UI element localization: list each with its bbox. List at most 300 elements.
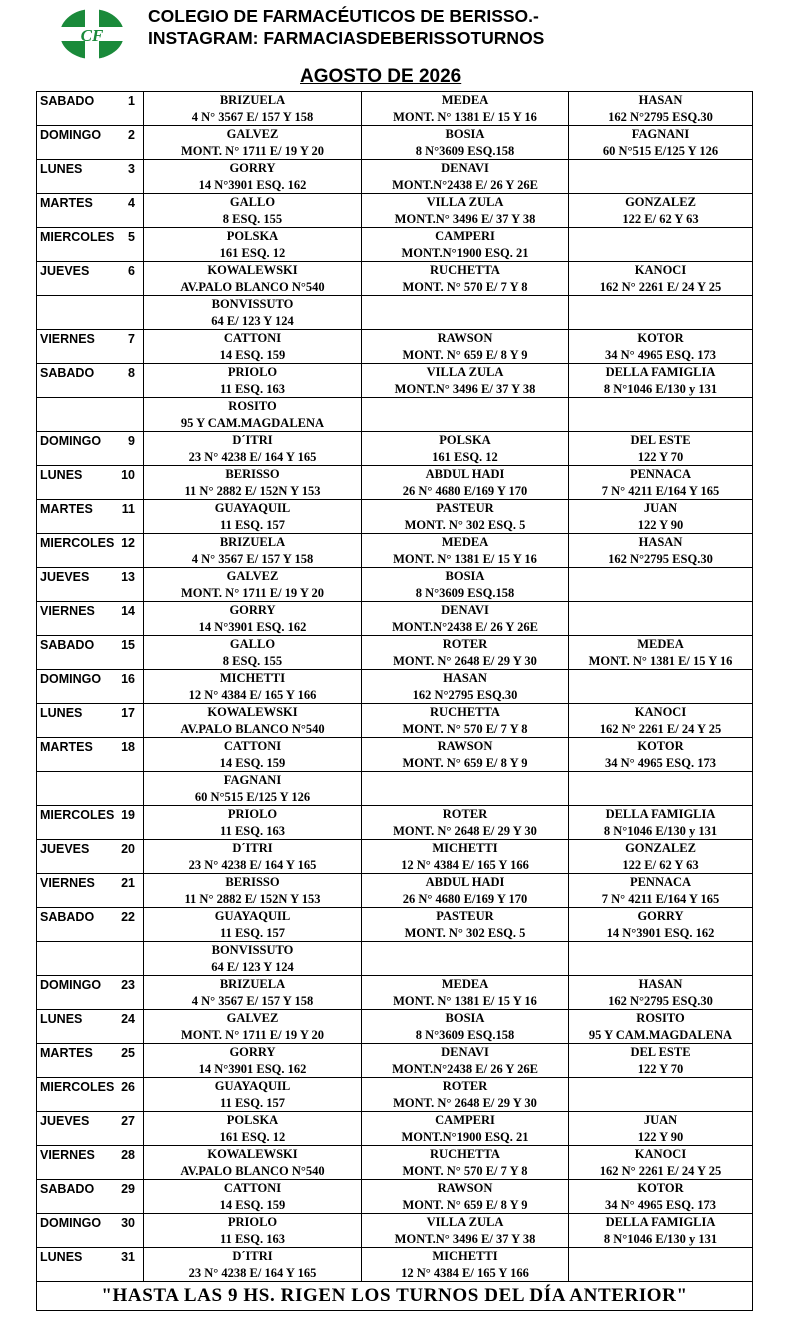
shift-row (37, 296, 753, 330)
pharmacy-name: KANOCI (634, 705, 687, 719)
pharmacy-address: 122 E/ 62 Y 63 (622, 212, 699, 226)
day-number: 10 (121, 468, 135, 482)
day-name: JUEVES (40, 842, 90, 856)
pharmacy-name: POLSKA (226, 229, 279, 243)
shift-row (37, 228, 753, 262)
pharmacy-cell (144, 738, 362, 772)
pharmacy-address: 11 N° 2882 E/ 152N Y 153 (184, 892, 321, 906)
shift-row (37, 1248, 753, 1282)
day-number: 21 (121, 876, 135, 890)
pharmacy-cell (362, 568, 569, 602)
pharmacy-address: 122 Y 90 (637, 518, 684, 532)
pharmacy-cell (144, 670, 362, 704)
pharmacy-name: KOWALEWSKI (207, 1147, 298, 1161)
pharmacy-cell (144, 262, 362, 296)
pharmacy-name: PENNACA (629, 467, 692, 481)
shift-row (37, 432, 753, 466)
pharmacy-name: HASAN (638, 93, 683, 107)
shift-row (37, 942, 753, 976)
pharmacy-address: 95 Y CAM.MAGDALENA (180, 416, 325, 430)
pharmacy-address: 161 ESQ. 12 (219, 1130, 286, 1144)
pharmacy-address: 8 ESQ. 155 (222, 212, 283, 226)
day-name: LUNES (40, 468, 83, 482)
svg-text:CF: CF (80, 26, 104, 45)
pharmacy-address: 122 Y 70 (637, 1062, 684, 1076)
pharmacy-cell (144, 1010, 362, 1044)
pharmacy-address: 26 N° 4680 E/169 Y 170 (402, 484, 528, 498)
pharmacy-cell (362, 772, 569, 806)
pharmacy-cell (362, 92, 569, 126)
pharmacy-cell (144, 568, 362, 602)
pharmacy-name: PRIOLO (227, 1215, 278, 1229)
pharmacy-cell (362, 500, 569, 534)
day-number: 12 (121, 536, 135, 550)
pharmacy-cell (362, 466, 569, 500)
pharmacy-name: DELLA FAMIGLIA (605, 807, 716, 821)
day-name: SABADO (40, 94, 95, 108)
day-cell (37, 976, 144, 1010)
pharmacy-cell (569, 228, 753, 262)
day-cell (37, 500, 144, 534)
college-logo (58, 7, 126, 61)
pharmacy-cell (144, 1248, 362, 1282)
pharmacy-address: 14 N°3901 ESQ. 162 (198, 1062, 307, 1076)
pharmacy-address: 4 N° 3567 E/ 157 Y 158 (191, 994, 314, 1008)
pharmacy-name: GALVEZ (226, 569, 279, 583)
pharmacy-cell (362, 296, 569, 330)
day-name: JUEVES (40, 1114, 90, 1128)
day-cell (37, 432, 144, 466)
day-name: VIERNES (40, 1148, 95, 1162)
pharmacy-cell (569, 568, 753, 602)
pharmacy-cell (144, 976, 362, 1010)
pharmacy-name: HASAN (443, 671, 487, 685)
shift-row (37, 92, 753, 126)
shift-row (37, 704, 753, 738)
pharmacy-cell (362, 1180, 569, 1214)
footer-note: "HASTA LAS 9 HS. RIGEN LOS TURNOS DEL DÍA ANTERIOR" (37, 1282, 753, 1311)
pharmacy-name: VILLA ZULA (426, 195, 504, 209)
pharmacy-cell (144, 1044, 362, 1078)
pharmacy-address: 122 E/ 62 Y 63 (622, 858, 699, 872)
day-name: MIERCOLES (40, 230, 115, 244)
day-name: DOMINGO (40, 978, 102, 992)
pharmacy-name: BONVISSUTO (211, 297, 294, 311)
pharmacy-cell (569, 976, 753, 1010)
day-number: 29 (121, 1182, 135, 1196)
shift-row (37, 1112, 753, 1146)
pharmacy-address: 7 N° 4211 E/164 Y 165 (601, 892, 720, 906)
pharmacy-address: 8 N°1046 E/130 y 131 (603, 382, 718, 396)
day-name: MARTES (40, 740, 93, 754)
pharmacy-name: MEDEA (441, 535, 489, 549)
pharmacy-name: ROSITO (636, 1011, 685, 1025)
pharmacy-cell (569, 1078, 753, 1112)
pharmacy-name: RUCHETTA (430, 1147, 500, 1161)
day-number: 5 (128, 230, 135, 244)
day-name: MARTES (40, 502, 93, 516)
pharmacy-address: MONT. N° 659 E/ 8 Y 9 (402, 756, 528, 770)
pharmacy-address: MONT.N°2438 E/ 26 Y 26E (392, 1062, 538, 1076)
pharmacy-address: 11 ESQ. 163 (220, 1232, 285, 1246)
pharmacy-address: 23 N° 4238 E/ 164 Y 165 (188, 1266, 317, 1280)
pharmacy-name: DELLA FAMIGLIA (605, 365, 716, 379)
pharmacy-name: GUAYAQUIL (214, 1079, 291, 1093)
pharmacy-address: 14 N°3901 ESQ. 162 (606, 926, 715, 940)
day-cell (37, 364, 144, 398)
day-cell (37, 92, 144, 126)
day-number: 2 (128, 128, 135, 142)
day-cell (37, 1078, 144, 1112)
pharmacy-cell (362, 1078, 569, 1112)
pharmacy-name: KOTOR (637, 739, 684, 753)
pharmacy-address: 162 N°2795 ESQ.30 (608, 110, 713, 124)
footer-row (37, 1282, 753, 1311)
pharmacy-name: POLSKA (226, 1113, 279, 1127)
pharmacy-name: RAWSON (437, 331, 493, 345)
pharmacy-address: 12 N° 4384 E/ 165 Y 166 (401, 858, 529, 872)
day-name: DOMINGO (40, 1216, 102, 1230)
day-number: 28 (121, 1148, 135, 1162)
pharmacy-name: DEL ESTE (630, 1045, 691, 1059)
pharmacy-cell (362, 670, 569, 704)
pharmacy-name: BOSIA (445, 569, 485, 583)
day-name: MIERCOLES (40, 808, 115, 822)
day-cell (37, 636, 144, 670)
pharmacy-name: ROSITO (228, 399, 277, 413)
day-cell (37, 398, 144, 432)
pharmacy-cell (362, 738, 569, 772)
pharmacy-cell (144, 942, 362, 976)
pharmacy-cell (362, 126, 569, 160)
pharmacy-shifts-table (36, 91, 753, 1311)
shift-row (37, 1180, 753, 1214)
day-cell (37, 704, 144, 738)
pharmacy-name: GALVEZ (226, 1011, 279, 1025)
day-cell (37, 1112, 144, 1146)
pharmacy-cell (569, 1248, 753, 1282)
pharmacy-name: D´ITRI (232, 433, 273, 447)
pharmacy-address: 60 N°515 E/125 Y 126 (194, 790, 311, 804)
pharmacy-cell (144, 398, 362, 432)
pharmacy-name: PRIOLO (227, 807, 278, 821)
pharmacy-cell (569, 840, 753, 874)
day-cell (37, 806, 144, 840)
pharmacy-cell (144, 806, 362, 840)
day-number: 6 (128, 264, 135, 278)
day-name: SABADO (40, 366, 95, 380)
pharmacy-cell (144, 160, 362, 194)
pharmacy-cell (362, 398, 569, 432)
pharmacy-address: MONT.N° 3496 E/ 37 Y 38 (394, 382, 536, 396)
pharmacy-address: 8 N°3609 ESQ.158 (415, 586, 515, 600)
pharmacy-address: 14 ESQ. 159 (219, 1198, 286, 1212)
pharmacy-address: 11 ESQ. 163 (220, 824, 285, 838)
day-name: VIERNES (40, 876, 95, 890)
pharmacy-address: 64 E/ 123 Y 124 (211, 960, 294, 974)
shift-row (37, 874, 753, 908)
pharmacy-cell (144, 432, 362, 466)
pharmacy-address: 11 ESQ. 157 (220, 518, 285, 532)
pharmacy-cell (144, 602, 362, 636)
day-number: 3 (128, 162, 135, 176)
pharmacy-name: GORRY (229, 603, 276, 617)
pharmacy-address: 12 N° 4384 E/ 165 Y 166 (188, 688, 317, 702)
day-name: MIERCOLES (40, 1080, 115, 1094)
pharmacy-address: MONT.N° 3496 E/ 37 Y 38 (394, 1232, 536, 1246)
pharmacy-address: MONT. N° 1711 E/ 19 Y 20 (180, 586, 325, 600)
day-cell (37, 160, 144, 194)
pharmacy-cell (569, 500, 753, 534)
pharmacy-cell (144, 772, 362, 806)
day-name: LUNES (40, 706, 83, 720)
pharmacy-cell (569, 296, 753, 330)
shift-row (37, 194, 753, 228)
day-number: 24 (121, 1012, 135, 1026)
day-name: VIERNES (40, 604, 95, 618)
pharmacy-address: MONT. N° 2648 E/ 29 Y 30 (393, 824, 537, 838)
pharmacy-name: POLSKA (439, 433, 491, 447)
pharmacy-address: AV.PALO BLANCO N°540 (180, 722, 325, 736)
pharmacy-address: 34 N° 4965 ESQ. 173 (605, 756, 716, 770)
pharmacy-address: MONT. N° 570 E/ 7 Y 8 (402, 280, 528, 294)
shift-row (37, 1146, 753, 1180)
day-number: 20 (121, 842, 135, 856)
pharmacy-name: JUAN (643, 1113, 678, 1127)
pharmacy-address: 4 N° 3567 E/ 157 Y 158 (191, 552, 314, 566)
pharmacy-address: 8 N°1046 E/130 y 131 (603, 824, 718, 838)
pharmacy-cell (362, 330, 569, 364)
shift-row (37, 636, 753, 670)
day-number: 7 (128, 332, 135, 346)
pharmacy-name: BRIZUELA (219, 93, 286, 107)
pharmacy-cell (144, 908, 362, 942)
day-name: MARTES (40, 1046, 93, 1060)
pharmacy-address: MONT. N° 1381 E/ 15 Y 16 (393, 994, 537, 1008)
pharmacy-name: D´ITRI (232, 1249, 273, 1263)
pharmacy-address: 161 ESQ. 12 (432, 450, 498, 464)
pharmacy-name: GUAYAQUIL (214, 909, 291, 923)
pharmacy-address: 14 ESQ. 159 (219, 756, 286, 770)
day-number: 14 (121, 604, 135, 618)
pharmacy-cell (569, 534, 753, 568)
day-name: LUNES (40, 1012, 83, 1026)
pharmacy-name: GORRY (229, 1045, 276, 1059)
pharmacy-cell (569, 1214, 753, 1248)
day-number: 19 (121, 808, 135, 822)
pharmacy-address: 60 N°515 E/125 Y 126 (602, 144, 719, 158)
pharmacy-address: 162 N° 2261 E/ 24 Y 25 (599, 722, 722, 736)
pharmacy-cell (144, 330, 362, 364)
shift-row (37, 500, 753, 534)
pharmacy-name: PENNACA (629, 875, 692, 889)
pharmacy-cell (362, 364, 569, 398)
day-cell (37, 194, 144, 228)
pharmacy-name: KANOCI (634, 263, 687, 277)
pharmacy-cell (362, 1112, 569, 1146)
pharmacy-cell (362, 636, 569, 670)
day-number: 17 (121, 706, 135, 720)
pharmacy-cell (144, 1214, 362, 1248)
day-name: JUEVES (40, 570, 90, 584)
pharmacy-name: BOSIA (445, 1011, 485, 1025)
shift-row (37, 1078, 753, 1112)
pharmacy-cell (362, 704, 569, 738)
pharmacy-name: RAWSON (437, 739, 493, 753)
day-name: DOMINGO (40, 128, 102, 142)
pharmacy-address: 8 ESQ. 155 (222, 654, 283, 668)
pharmacy-name: DENAVI (441, 1045, 489, 1059)
pharmacy-address: MONT. N° 1381 E/ 15 Y 16 (393, 110, 537, 124)
pharmacy-cell (569, 738, 753, 772)
pharmacy-name: DEL ESTE (630, 433, 691, 447)
day-cell (37, 670, 144, 704)
day-name: SABADO (40, 1182, 95, 1196)
pharmacy-address: 11 ESQ. 157 (220, 926, 285, 940)
day-number: 22 (121, 910, 135, 924)
pharmacy-cell (362, 534, 569, 568)
pharmacy-cell (362, 262, 569, 296)
pharmacy-address: MONT.N°2438 E/ 26 Y 26E (392, 620, 538, 634)
pharmacy-name: MICHETTI (219, 671, 286, 685)
pharmacy-cell (362, 160, 569, 194)
pharmacy-cell (569, 1180, 753, 1214)
pharmacy-cell (569, 364, 753, 398)
day-cell (37, 1044, 144, 1078)
pharmacy-address: 12 N° 4384 E/ 165 Y 166 (401, 1266, 529, 1280)
pharmacy-name: DELLA FAMIGLIA (605, 1215, 716, 1229)
pharmacy-name: RAWSON (437, 1181, 493, 1195)
pharmacy-name: CATTONI (223, 331, 282, 345)
pharmacy-cell (569, 194, 753, 228)
shift-row (37, 908, 753, 942)
pharmacy-name: PASTEUR (436, 909, 494, 923)
day-number: 23 (121, 978, 135, 992)
day-name: VIERNES (40, 332, 95, 346)
day-cell (37, 772, 144, 806)
day-name: SABADO (40, 638, 95, 652)
day-cell (37, 942, 144, 976)
pharmacy-cell (569, 432, 753, 466)
pharmacy-name: HASAN (638, 535, 683, 549)
pharmacy-cell (569, 942, 753, 976)
pharmacy-cell (569, 908, 753, 942)
pharmacy-address: 11 ESQ. 157 (220, 1096, 285, 1110)
pharmacy-cell (569, 1044, 753, 1078)
pharmacy-name: HASAN (638, 977, 683, 991)
pharmacy-name: BERISSO (225, 875, 280, 889)
pharmacy-address: MONT.N°1900 ESQ. 21 (401, 246, 529, 260)
pharmacy-cell (362, 602, 569, 636)
pharmacy-cell (144, 704, 362, 738)
pharmacy-name: MEDEA (441, 977, 489, 991)
pharmacy-address: MONT.N°1900 ESQ. 21 (401, 1130, 529, 1144)
pharmacy-address: MONT. N° 302 ESQ. 5 (404, 926, 526, 940)
pharmacy-cell (362, 1214, 569, 1248)
pharmacy-name: MICHETTI (432, 841, 498, 855)
pharmacy-cell (569, 704, 753, 738)
day-cell (37, 1248, 144, 1282)
pharmacy-name: GUAYAQUIL (214, 501, 291, 515)
pharmacy-name: DENAVI (441, 603, 489, 617)
pharmacy-cell (569, 160, 753, 194)
pharmacy-name: MEDEA (441, 93, 489, 107)
pharmacy-address: 4 N° 3567 E/ 157 Y 158 (191, 110, 314, 124)
pharmacy-cell (362, 874, 569, 908)
pharmacy-address: 23 N° 4238 E/ 164 Y 165 (188, 858, 317, 872)
pharmacy-cell (362, 228, 569, 262)
pharmacy-address: AV.PALO BLANCO N°540 (180, 1164, 325, 1178)
shift-row (37, 806, 753, 840)
pharmacy-name: GALVEZ (226, 127, 279, 141)
pharmacy-cell (144, 466, 362, 500)
pharmacy-name: RUCHETTA (430, 263, 500, 277)
day-cell (37, 840, 144, 874)
pharmacy-address: 11 N° 2882 E/ 152N Y 153 (184, 484, 321, 498)
pharmacy-name: CATTONI (223, 739, 282, 753)
pharmacy-cell (362, 840, 569, 874)
pharmacy-cell (569, 1010, 753, 1044)
pharmacy-cell (362, 1248, 569, 1282)
pharmacy-cell (144, 1078, 362, 1112)
day-cell (37, 908, 144, 942)
pharmacy-cell (144, 364, 362, 398)
pharmacy-address: MONT. N° 659 E/ 8 Y 9 (402, 348, 528, 362)
day-cell (37, 228, 144, 262)
pharmacy-cell (144, 296, 362, 330)
pharmacy-name: FAGNANI (631, 127, 690, 141)
shift-row (37, 160, 753, 194)
day-cell (37, 296, 144, 330)
pharmacy-cell (569, 874, 753, 908)
pharmacy-address: MONT. N° 1711 E/ 19 Y 20 (180, 144, 325, 158)
shift-row (37, 670, 753, 704)
pharmacy-name: KOWALEWSKI (207, 263, 298, 277)
pharmacy-cell (569, 466, 753, 500)
day-number: 11 (121, 502, 135, 516)
pharmacy-address: MONT.N° 3496 E/ 37 Y 38 (394, 212, 536, 226)
day-cell (37, 568, 144, 602)
day-cell (37, 330, 144, 364)
pharmacy-cell (144, 1146, 362, 1180)
pharmacy-cell (362, 806, 569, 840)
day-cell (37, 1146, 144, 1180)
pharmacy-name: BOSIA (445, 127, 485, 141)
pharmacy-cell (362, 942, 569, 976)
day-number: 27 (121, 1114, 135, 1128)
pharmacy-name: BONVISSUTO (211, 943, 294, 957)
shift-row (37, 976, 753, 1010)
pharmacy-name: GORRY (229, 161, 276, 175)
day-cell (37, 1180, 144, 1214)
pharmacy-name: GALLO (229, 637, 276, 651)
pharmacy-address: 162 N°2795 ESQ.30 (412, 688, 518, 702)
pharmacy-cell (569, 602, 753, 636)
pharmacy-address: 162 N° 2261 E/ 24 Y 25 (599, 1164, 722, 1178)
pharmacy-cell (569, 772, 753, 806)
pharmacy-cell (144, 228, 362, 262)
pharmacy-cell (144, 636, 362, 670)
day-cell (37, 602, 144, 636)
pharmacy-cell (144, 840, 362, 874)
day-number: 4 (128, 196, 135, 210)
pharmacy-cell (569, 636, 753, 670)
pharmacy-cell (569, 1146, 753, 1180)
pharmacy-address: MONT. N° 1381 E/ 15 Y 16 (588, 654, 733, 668)
pharmacy-cell (569, 262, 753, 296)
shift-row (37, 1044, 753, 1078)
pharmacy-cell (144, 500, 362, 534)
